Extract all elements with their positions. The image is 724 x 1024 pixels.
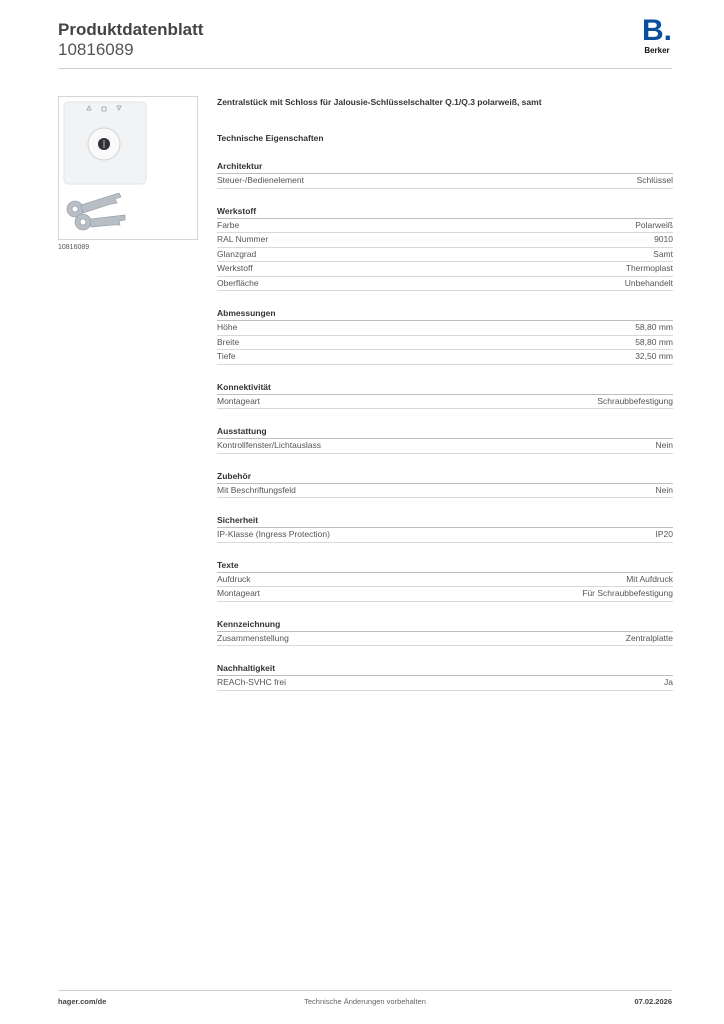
property-value: 9010 bbox=[654, 234, 673, 244]
property-row bbox=[217, 528, 673, 543]
article-number: 10816089 bbox=[58, 40, 134, 59]
property-row bbox=[217, 321, 673, 336]
property-group bbox=[217, 307, 673, 365]
property-label: Werkstoff bbox=[217, 263, 253, 273]
property-value: Mit Aufdruck bbox=[626, 573, 673, 584]
product-details bbox=[217, 96, 673, 691]
property-row bbox=[217, 219, 673, 234]
logo-mark: B. bbox=[642, 14, 672, 47]
property-label: Mit Beschriftungsfeld bbox=[217, 484, 296, 495]
property-group-title: Nachhaltigkeit bbox=[217, 662, 673, 676]
property-label: Montageart bbox=[217, 395, 260, 406]
footer-divider bbox=[58, 990, 672, 991]
property-label: Tiefe bbox=[217, 351, 236, 361]
property-value: Nein bbox=[655, 440, 673, 450]
property-row bbox=[217, 587, 673, 602]
property-value: Samt bbox=[653, 248, 673, 259]
property-value: Thermoplast bbox=[625, 263, 673, 273]
header-divider bbox=[58, 68, 672, 69]
property-row bbox=[217, 350, 673, 365]
property-label: Zusammenstellung bbox=[217, 632, 289, 643]
product-heading: Zentralstück mit Schloss für Jalousie-Schlüsselschalter Q.1/Q.3 polarweiß, samt bbox=[217, 97, 542, 107]
property-group-title: Abmessungen bbox=[217, 307, 673, 321]
document-header bbox=[58, 20, 203, 60]
product-image-caption: 10816089 bbox=[58, 244, 90, 251]
property-value: Schlüssel bbox=[636, 175, 673, 185]
property-label: Höhe bbox=[217, 322, 238, 332]
property-value: Unbehandelt bbox=[624, 277, 673, 288]
property-row bbox=[217, 248, 673, 263]
footer-notice: Technische Änderungen vorbehalten bbox=[304, 997, 426, 1006]
property-value: 58,80 mm bbox=[635, 322, 673, 332]
property-group bbox=[217, 381, 673, 410]
property-value: 58,80 mm bbox=[635, 336, 673, 347]
property-row bbox=[217, 174, 673, 189]
property-group bbox=[217, 514, 673, 543]
property-group-title: Ausstattung bbox=[217, 425, 673, 439]
property-value: Ja bbox=[664, 677, 673, 687]
property-row bbox=[217, 336, 673, 351]
property-label: RAL Nummer bbox=[217, 234, 269, 244]
product-image bbox=[58, 96, 198, 240]
property-label: Steuer-/Bedienelement bbox=[217, 175, 304, 185]
property-value: Schraubbefestigung bbox=[597, 395, 673, 406]
property-group-title: Zubehör bbox=[217, 470, 673, 484]
berker-logo bbox=[640, 16, 674, 55]
property-row bbox=[217, 573, 673, 588]
property-row bbox=[217, 676, 673, 691]
property-label: Breite bbox=[217, 336, 240, 347]
property-group-title: Texte bbox=[217, 559, 673, 573]
property-row bbox=[217, 395, 673, 410]
property-group bbox=[217, 470, 673, 499]
property-row bbox=[217, 233, 673, 248]
property-group bbox=[217, 662, 673, 691]
property-group-title: Kennzeichnung bbox=[217, 618, 673, 632]
property-label: Farbe bbox=[217, 219, 240, 230]
property-label: Kontrollfenster/Lichtauslass bbox=[217, 440, 321, 450]
property-group-title: Konnektivität bbox=[217, 381, 673, 395]
property-row bbox=[217, 277, 673, 292]
property-group bbox=[217, 160, 673, 189]
property-group-title: Architektur bbox=[217, 160, 673, 174]
logo-text: Berker bbox=[644, 46, 670, 55]
property-label: Glanzgrad bbox=[217, 248, 257, 259]
document-title: Produktdatenblatt bbox=[58, 20, 204, 39]
property-label: Montageart bbox=[217, 588, 260, 598]
property-groups bbox=[217, 160, 673, 691]
property-value: Zentralplatte bbox=[625, 632, 673, 643]
property-group bbox=[217, 205, 673, 292]
property-group-title: Werkstoff bbox=[217, 205, 673, 219]
property-value: IP20 bbox=[655, 529, 673, 539]
footer-website: hager.com/de bbox=[58, 997, 107, 1006]
property-value: 32,50 mm bbox=[635, 351, 673, 361]
property-group bbox=[217, 618, 673, 647]
property-row bbox=[217, 632, 673, 647]
property-label: REACh-SVHC frei bbox=[217, 677, 286, 687]
property-group bbox=[217, 559, 673, 602]
product-illustration bbox=[59, 97, 197, 239]
property-value: Nein bbox=[655, 484, 673, 495]
property-group-title: Sicherheit bbox=[217, 514, 673, 528]
property-row bbox=[217, 262, 673, 277]
property-group bbox=[217, 425, 673, 454]
property-value: Für Schraubbefestigung bbox=[582, 588, 673, 598]
property-value: Polarweiß bbox=[635, 219, 673, 230]
property-label: IP-Klasse (Ingress Protection) bbox=[217, 529, 330, 539]
properties-heading: Technische Eigenschaften bbox=[217, 133, 324, 143]
footer-date: 07.02.2026 bbox=[634, 997, 672, 1006]
property-row bbox=[217, 484, 673, 499]
property-row bbox=[217, 439, 673, 454]
property-label: Oberfläche bbox=[217, 277, 259, 288]
property-label: Aufdruck bbox=[217, 573, 251, 584]
